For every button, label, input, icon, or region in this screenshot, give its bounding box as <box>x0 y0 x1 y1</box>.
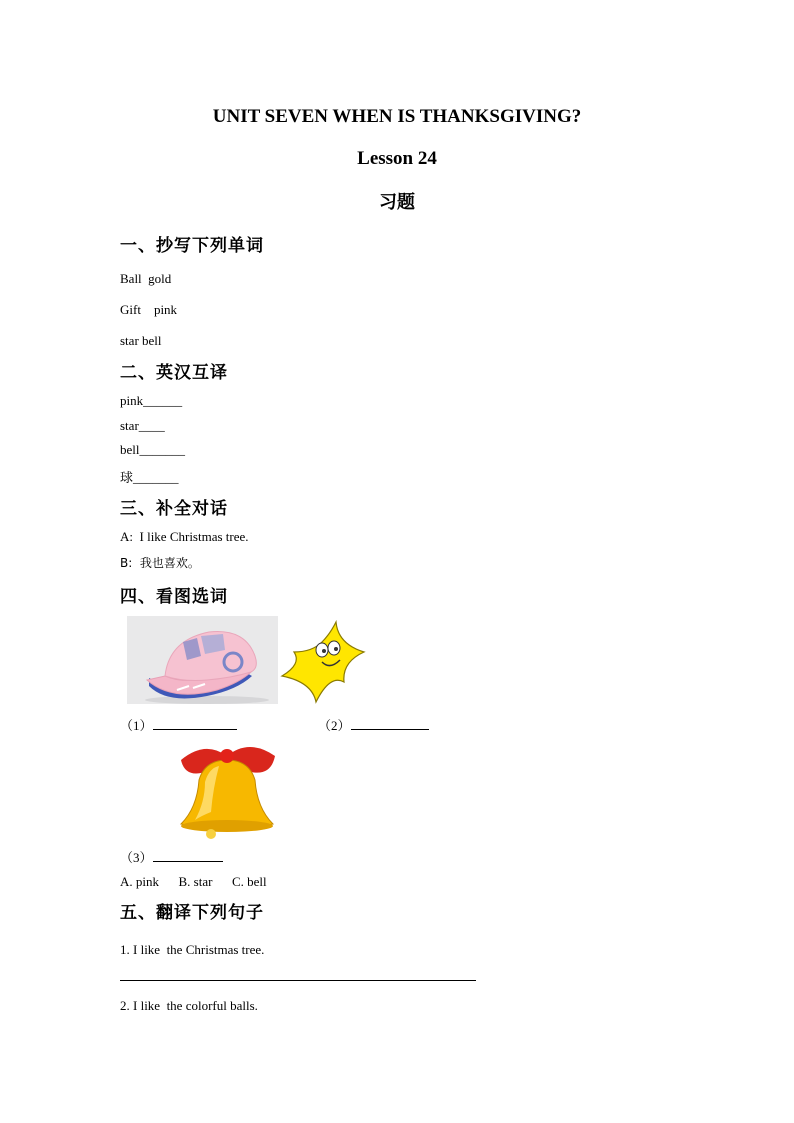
section1-heading: 一、抄写下列单词 <box>120 236 264 256</box>
label-number: （3） <box>120 850 153 865</box>
label-number: （2） <box>318 718 351 733</box>
section1-line-3: star bell <box>120 333 162 348</box>
translate-word: pink <box>120 393 144 408</box>
translate-blank: _______ <box>133 470 179 485</box>
sentence-1: 1. I like the Christmas tree. <box>120 942 265 957</box>
dialogue-line-b: B: 我也喜欢。 <box>120 556 200 570</box>
section4-heading: 四、看图选词 <box>120 587 228 607</box>
answer-blank-3[interactable] <box>153 850 223 862</box>
section3-heading: 三、补全对话 <box>120 499 228 519</box>
dialogue-line-a: A: I like Christmas tree. <box>120 529 249 544</box>
choice-options: A. pink B. star C. bell <box>120 874 267 889</box>
star-picture <box>278 618 368 706</box>
exercise-title: 习题 <box>379 192 415 213</box>
section1-line-2: Gift pink <box>120 302 178 317</box>
lesson-title: Lesson 24 <box>357 148 437 169</box>
picture-label-1 <box>120 715 237 734</box>
translate-word: 球 <box>120 470 134 485</box>
section2-heading: 二、英汉互译 <box>120 363 228 383</box>
cap-picture <box>127 616 278 704</box>
picture-label-3 <box>120 847 223 866</box>
translate-item-bell <box>120 442 185 458</box>
translate-item-pink <box>120 393 182 409</box>
translate-item-star <box>120 418 165 434</box>
section5-heading: 五、翻译下列句子 <box>120 903 264 923</box>
answer-blank-2[interactable] <box>351 718 429 730</box>
sentence-2: 2. I like the colorful balls. <box>120 998 258 1013</box>
answer-line-1[interactable] <box>120 980 476 981</box>
section1-line-1: Ball gold <box>120 271 172 286</box>
translate-word: bell <box>120 442 140 457</box>
translate-word: star <box>120 418 139 433</box>
translate-blank: ____ <box>138 418 165 433</box>
picture-label-2 <box>318 715 429 734</box>
bell-picture <box>175 738 279 840</box>
unit-title: UNIT SEVEN WHEN IS THANKSGIVING? <box>212 106 582 127</box>
translate-blank: _______ <box>139 442 185 457</box>
answer-blank-1[interactable] <box>153 718 237 730</box>
translate-item-ball <box>120 467 179 486</box>
label-number: （1） <box>120 718 153 733</box>
translate-blank: ______ <box>143 393 183 408</box>
